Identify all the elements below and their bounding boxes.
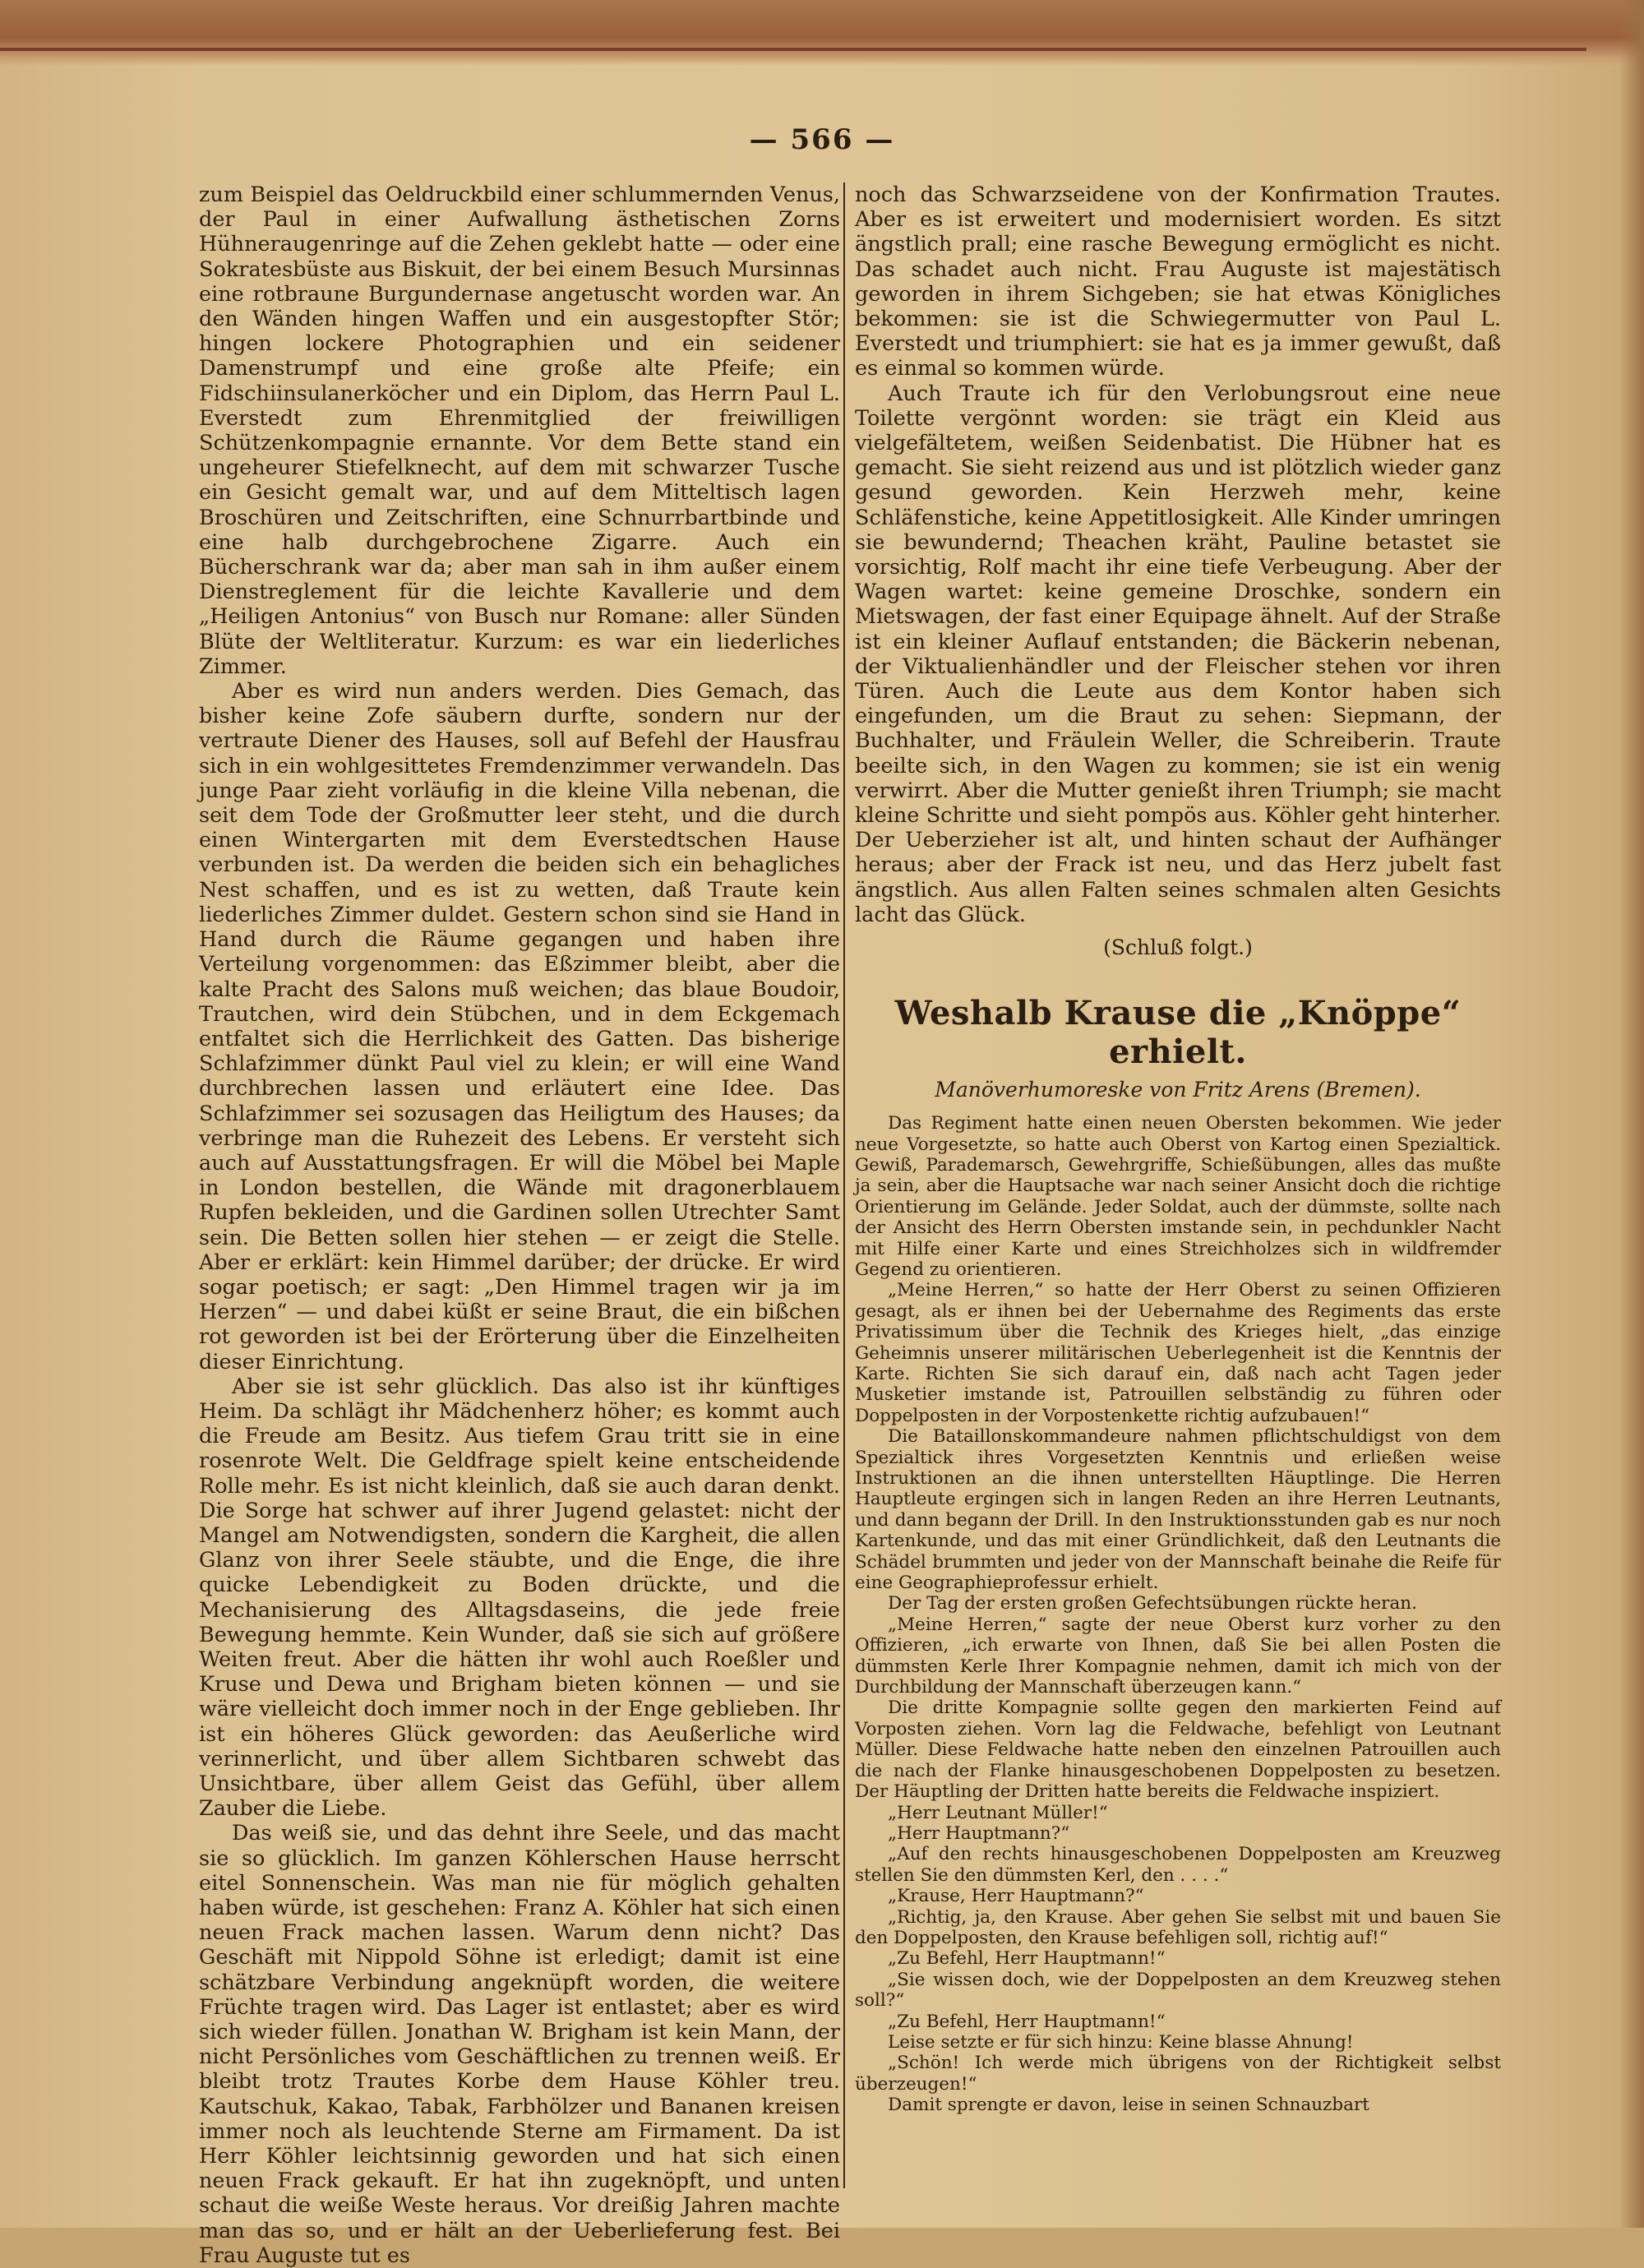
left-paragraph: Das weiß sie, und das dehnt ihre Seele, und das macht sie so glücklich. Im ganzen Köhlerschen Hause herrscht eitel Sonnenschein. Was man nie für möglich gehalten haben würde, ist geschehen: Franz A. Köhler hat sich einen neuen Frack machen lassen. Warum denn nicht? Das Geschäft mit Nippold Söhne ist erledigt; damit ist eine schätzbare Verbindung angeknüpft worden, die weitere Früchte tragen wird. Das Lager ist entlastet; aber es wird sich wieder füllen. Jonathan W. Brigham ist kein Mann, der nicht Persönliches vom Geschäftlichen zu trennen weiß. Er bleibt trotz Trautes Korbe dem Hause Köhler treu. Kautschuk, Kakao, Tabak, Farbhölzer und Bananen kreisen immer noch als leuchtende Sterne am Firmament. Da ist Herr Köhler leichtsinnig geworden und hat sich einen neuen Frack gekauft. Er hat ihn zugeknöpft, und unten schaut die weiße Weste heraus. Vor dreißig Jahren machte man das so, und er hält an der Ueberlieferung fest. Bei Frau Auguste tut es	[199, 1821, 840, 2268]
page-top-edge	[0, 0, 1644, 66]
story-title: Weshalb Krause die „Knöppe“ erhielt.	[894, 994, 1462, 1072]
story-body	[855, 1113, 1501, 2116]
story-dialogue: „Schön! Ich werde mich übrigens von der Richtigkeit selbst überzeugen!“	[855, 2053, 1501, 2095]
story-dialogue: „Richtig, ja, den Krause. Aber gehen Sie selbst mit und bauen Sie den Doppelposten, den Krause befehligen soll, richtig auf!“	[855, 1906, 1501, 1948]
left-column	[199, 182, 840, 2268]
to-be-continued: (Schluß folgt.)	[1103, 935, 1253, 960]
story-dialogue: „Krause, Herr Hauptmann?“	[888, 1886, 1144, 1907]
right-paragraph: noch das Schwarzseidene von der Konfirmation Trautes. Aber es ist erweitert und modernisiert worden. Es sitzt ängstlich prall; eine rasche Bewegung ermöglicht es nicht. Das schadet auch nicht. Frau Auguste ist majestätisch geworden in ihrem Sichgeben; sie hat etwas Königliches bekommen: sie ist die Schwiegermutter von Paul L. Everstedt und triumphiert: sie hat es ja immer gewußt, daß es einmal so kommen würde.	[855, 182, 1501, 381]
page-number: — 566 —	[749, 123, 895, 156]
story-paragraph: Das Regiment hatte einen neuen Obersten bekommen. Wie jeder neue Vorgesetzte, so hatte auch Oberst von Kartog einen Spezialtick. Gewiß, Parademarsch, Gewehrgriffe, Schießübungen, alles das mußte ja sein, aber die Hauptsache war nach seiner Ansicht doch die richtige Orientierung im Gelände. Jeder Soldat, auch der dümmste, sollte nach der Ansicht des Herrn Obersten imstande sein, in pechdunkler Nacht mit Hilfe einer Karte und eines Streichholzes sich in wildfremder Gegend zu orientieren.	[855, 1113, 1501, 1280]
story-dialogue: „Auf den rechts hinausgeschobenen Doppelposten am Kreuzweg stellen Sie den dümmsten Kerl, den . . . .“	[855, 1844, 1501, 1886]
page-top-rule	[0, 48, 1586, 51]
story-paragraph: „Meine Herren,“ sagte der neue Oberst kurz vorher zu den Offizieren, „ich erwarte von Ihnen, daß Sie bei allen Posten die dümmsten Kerle Ihrer Kompagnie nehmen, damit ich mich von der Durchbildung der Mannschaft überzeugen kann.“	[855, 1614, 1501, 1698]
left-paragraph: Aber sie ist sehr glücklich. Das also ist ihr künftiges Heim. Da schlägt ihr Mädchenherz höher; es kommt auch die Freude am Besitz. Aus tiefem Grau tritt sie in eine rosenrote Welt. Die Geldfrage spielt keine entscheidende Rolle mehr. Es ist nicht kleinlich, daß sie auch daran denkt. Die Sorge hat schwer auf ihrer Jugend gelastet: nicht der Mangel am Notwendigsten, sondern die Kargheit, die allen Glanz von ihrer Seele stäubte, und die Enge, die ihre quicke Lebendigkeit zu Boden drückte, und die Mechanisierung des Alltagsdaseins, die jede freie Bewegung hemmte. Kein Wunder, daß sie sich auf größere Weiten freut. Aber die hätten ihr wohl auch Roeßler und Kruse und Dewa und Brigham bieten können — und sie wäre vielleicht doch immer noch in der Enge geblieben. Ihr ist ein höheres Glück geworden: das Aeußerliche wird verinnerlicht, und über allem Sichtbaren schwebt das Unsichtbare, über allem Geist das Gefühl, über allem Zauber die Liebe.	[199, 1374, 840, 1822]
left-paragraph: zum Beispiel das Oeldruckbild einer schlummernden Venus, der Paul in einer Aufwallung ästhetischen Zorns Hühneraugenringe auf die Zehen geklebt hatte — oder eine Sokratesbüste aus Biskuit, der bei einem Besuch Mursinnas eine rotbraune Burgundernase angetuscht worden war. An den Wänden hingen Waffen und ein ausgestopfter Stör; hingen lockere Photographien und ein seidener Damenstrumpf und eine große alte Pfeife; ein Fidschiinsulanerköcher und ein Diplom, das Herrn Paul L. Everstedt zum Ehrenmitglied der freiwilligen Schützenkompagnie ernannte. Vor dem Bette stand ein ungeheurer Stiefelknecht, auf dem mit schwarzer Tusche ein Gesicht gemalt war, und auf dem Mitteltisch lagen Broschüren und Zeitschriften, eine Schnurrbartbinde und eine halb durchgebrochene Zigarre. Auch ein Bücherschrank war da; aber man sah in ihm außer einem Dienstreglement für die leichte Kavallerie und dem „Heiligen Antonius“ von Busch nur Romane: aller Sünden Blüte der Weltliteratur. Kurzum: es war ein liederliches Zimmer.	[199, 182, 840, 679]
story-paragraph: Die Bataillonskommandeure nahmen pflichtschuldigst von dem Spezialtick ihres Vorgesetzten Kenntnis und erließen weise Instruktionen an die ihnen unterstellten Häuptlinge. Die Herren Hauptleute ergingen sich in langen Reden an ihre Herren Leutnants, und dann begann der Drill. In den Instruktionsstunden gab es nur noch Kartenkunde, und das mit einer Gründlichkeit, daß den Leutnants die Schädel brummten und jeder von der Mannschaft beinahe die Reife für eine Geographieprofessur erhielt.	[855, 1426, 1501, 1594]
story-paragraph: Die dritte Kompagnie sollte gegen den markierten Feind auf Vorposten ziehen. Vorn lag die Feldwache, befehligt von Leutnant Müller. Diese Feldwache hatte neben den einzelnen Patrouillen auch die nach der Flanke hinausgeschobenen Doppelposten zu besetzen. Der Häuptling der Dritten hatte bereits die Feldwache inspiziert.	[855, 1698, 1501, 1803]
story-paragraph: Der Tag der ersten großen Gefechtsübungen rückte heran.	[888, 1593, 1417, 1614]
story-paragraph: „Meine Herren,“ so hatte der Herr Oberst zu seinen Offizieren gesagt, als er ihnen bei der Uebernahme des Regiments das erste Privatissimum über die Technik des Krieges hielt, „das einzige Geheimnis unserer militärischen Ueberlegenheit ist die Kenntnis der Karte. Richten Sie sich darauf ein, daß nach acht Tagen jeder Musketier imstande ist, Patrouillen selbständig zu führen oder Doppelposten in der Vorpostenkette richtig aufzubauen!“	[855, 1280, 1501, 1426]
right-column	[855, 182, 1501, 2188]
story-paragraph: Damit sprengte er davon, leise in seinen Schnauzbart	[888, 2095, 1369, 2116]
left-paragraph: Aber es wird nun anders werden. Dies Gemach, das bisher keine Zofe säubern durfte, sondern nur der vertraute Diener des Hauses, soll auf Befehl der Hausfrau sich in ein wohlgesittetes Fremdenzimmer verwandeln. Das junge Paar zieht vorläufig in die kleine Villa nebenan, die seit dem Tode der Großmutter leer steht, und die durch einen Wintergarten mit dem Everstedtschen Hause verbunden ist. Da werden die beiden sich ein behagliches Nest schaffen, und es ist zu wetten, daß Traute kein liederliches Zimmer duldet. Gestern schon sind sie Hand in Hand durch die Räume gegangen und haben ihre Verteilung vorgenommen: das Eßzimmer bleibt, aber die kalte Pracht des Salons muß weichen; das blaue Boudoir, Trautchen, wird dein Stübchen, und in dem Eckgemach entfaltet sich die Herrlichkeit des Gatten. Das bisherige Schlafzimmer dünkt Paul viel zu klein; er will eine Wand durchbrechen lassen und erläutert eine Idee. Das Schlafzimmer sei sozusagen das Heiligtum des Hauses; da verbringe man die Ruhezeit des Lebens. Er versteht sich auch auf Ausstattungsfragen. Er will die Möbel bei Maple in London bestellen, die Wände mit dragonerblauem Rupfen bekleiden, und die Gardinen sollen Utrechter Samt sein. Die Betten sollen hier stehen — er zeigt die Stelle. Aber er erklärt: kein Himmel darüber; der drücke. Er wird sogar poetisch; er sagt: „Den Himmel tragen wir ja im Herzen“ — und dabei küßt er seine Braut, die ein bißchen rot geworden ist bei der Erörterung über die Einzelheiten dieser Einrichtung.	[199, 679, 840, 1374]
story-dialogue: „Zu Befehl, Herr Hauptmann!“	[888, 1948, 1166, 1970]
story-paragraph: Leise setzte er für sich hinzu: Keine blasse Ahnung!	[888, 2031, 1354, 2053]
column-divider	[843, 182, 845, 2188]
story-dialogue: „Zu Befehl, Herr Hauptmann!“	[888, 2011, 1166, 2032]
story-dialogue: „Sie wissen doch, wie der Doppelposten an dem Kreuzweg stehen soll?“	[855, 1969, 1501, 2012]
right-paragraph: Auch Traute ich für den Verlobungsrout eine neue Toilette vergönnt worden: sie trägt ein Kleid aus vielgefältetem, weißen Seidenbatist. Die Hübner hat es gemacht. Sie sieht reizend aus und ist plötzlich wieder ganz gesund geworden. Kein Herzweh mehr, keine Schläfenstiche, keine Appetitlosigkeit. Alle Kinder umringen sie bewundernd; Theachen kräht, Pauline betastet sie vorsichtig, Rolf macht ihr eine tiefe Verbeugung. Aber der Wagen wartet: keine gemeine Droschke, sondern ein Mietswagen, der fast einer Equipage ähnelt. Auf der Straße ist ein kleiner Auflauf entstanden; die Bäckerin nebenan, der Viktualienhändler und der Fleischer stehen vor ihren Türen. Auch die Leute aus dem Kontor haben sich eingefunden, um die Braut zu sehen: Siepmann, der Buchhalter, und Fräulein Weller, die Schreiberin. Traute beeilte sich, in den Wagen zu kommen; sie ist ein wenig verwirrt. Aber die Mutter genießt ihren Triumph; sie macht kleine Schritte und sieht pompös aus. Köhler geht hinterher. Der Ueberzieher ist alt, und hinten schaut der Aufhänger heraus; aber der Frack ist neu, und das Herz jubelt fast ängstlich. Aus allen Falten seines schmalen alten Gesichts lacht das Glück.	[855, 381, 1501, 927]
story-byline: Manöverhumoreske von Fritz Arens (Bremen).	[935, 1078, 1421, 1102]
story-dialogue: „Herr Hauptmann?“	[888, 1822, 1070, 1844]
page-right-edge	[1619, 0, 1644, 2228]
story-dialogue: „Herr Leutnant Müller!“	[888, 1802, 1108, 1823]
